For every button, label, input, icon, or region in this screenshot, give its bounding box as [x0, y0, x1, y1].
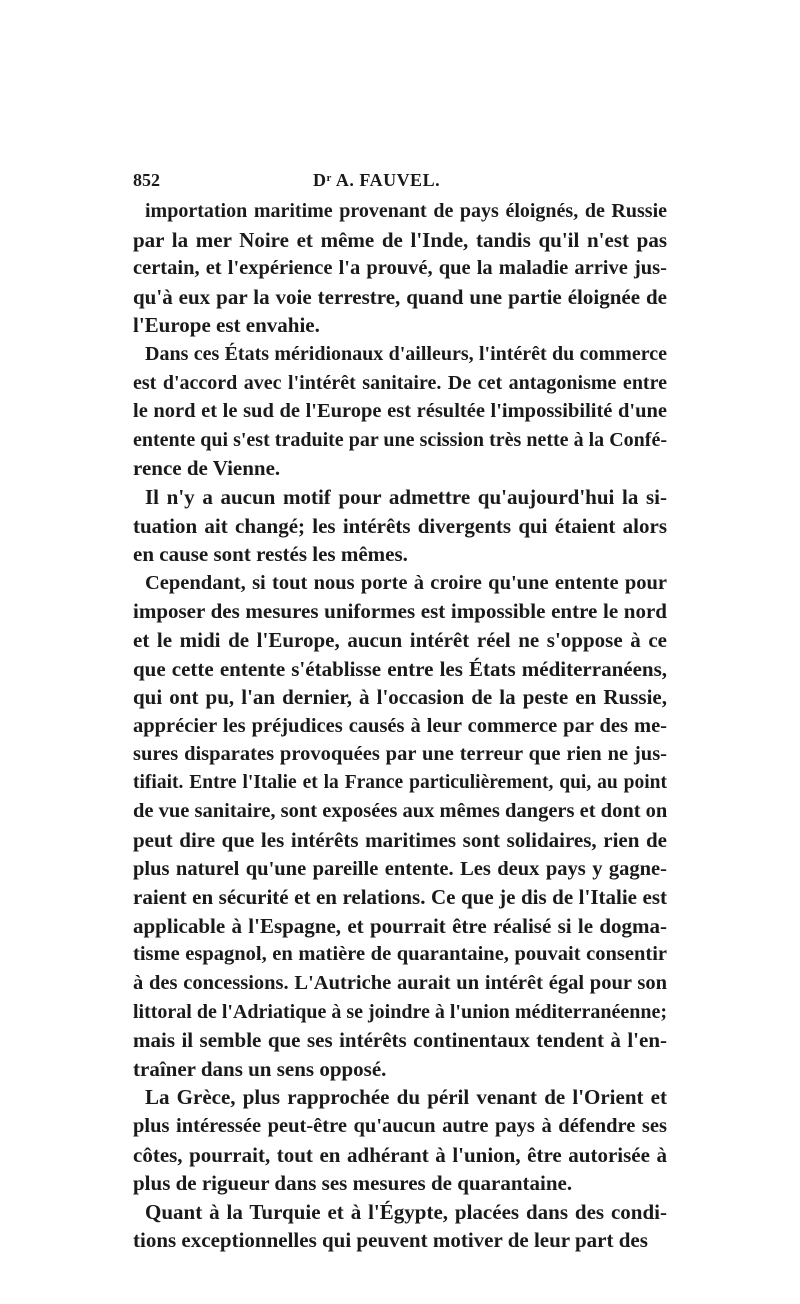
text-line: tions exceptionnelles qui peuvent motiver de leur part des [133, 1228, 648, 1253]
text-line: plus de rigueur dans ses mesures de quarantaine. [133, 1171, 573, 1196]
text-line: entente qui s'est traduite par une scission très nette à la Confé- [133, 428, 667, 451]
text-line: mais il semble que ses intérêts continentaux tendent à l'en- [133, 1028, 667, 1053]
text-line: tisme espagnol, en matière de quarantaine, pouvait consentir [133, 943, 667, 966]
text-line: plus naturel qu'une pareille entente. Les deux pays y gagne- [133, 857, 667, 880]
text-line: côtes, pourrait, tout en adhérant à l'union, être autorisée à [133, 1142, 667, 1167]
text-line: l'Europe est envahie. [133, 313, 320, 338]
text-line: imposer des mesures uniformes est impossible entre le nord [133, 599, 667, 624]
page-number: 852 [133, 170, 160, 190]
text-line: le nord et le sud de l'Europe est résultée l'impossibilité d'une [133, 400, 667, 423]
author-name: A. FAUVEL. [335, 170, 441, 190]
text-line: tuation ait changé; les intérêts divergents qui étaient alors [133, 513, 667, 538]
text-line: plus intéressée peut-être qu'aucun autre pays à défendre ses [133, 1115, 667, 1137]
text-line: par la mer Noire et même de l'Inde, tandis qu'il n'est pas [133, 227, 667, 252]
text-line: est d'accord avec l'intérêt sanitaire. De cet antagonisme entre [133, 371, 667, 394]
text-line: de vue sanitaire, sont exposées aux mêmes dangers et dont on [133, 800, 667, 823]
text-line: La Grèce, plus rapprochée du péril venant de l'Orient et [145, 1085, 667, 1110]
text-line: traîner dans un sens opposé. [133, 1056, 387, 1081]
text-line: applicable à l'Espagne, et pourrait être réalisé si le dogma- [133, 913, 667, 938]
paragraph [133, 483, 667, 569]
text-line: Il n'y a aucun motif pour admettre qu'aujourd'hui la si- [145, 484, 667, 509]
text-line: qui ont pu, l'an dernier, à l'occasion de la peste en Russie, [133, 685, 667, 710]
paragraph [133, 569, 667, 1084]
paragraph [133, 1083, 667, 1197]
paragraph [133, 1198, 667, 1255]
text-line: raient en sécurité et en relations. Ce que je dis de l'Italie est [133, 885, 667, 910]
text-line: littoral de l'Adriatique à se joindre à l'union méditerranéenne; [133, 1000, 667, 1023]
text-line: tifiait. Entre l'Italie et la France particulièrement, qui, au point [133, 771, 667, 793]
running-title [313, 170, 440, 191]
text-line: rence de Vienne. [133, 456, 281, 481]
text-line: qu'à eux par la voie terrestre, quand une partie éloignée de [133, 284, 667, 309]
text-line: que cette entente s'établisse entre les États méditerranéens, [133, 656, 667, 681]
text-line: sures disparates provoquées par une terreur que rien ne jus- [133, 743, 667, 766]
text-line: et le midi de l'Europe, aucun intérêt réel ne s'oppose à ce [133, 627, 667, 652]
text-line: en cause sont restés les mêmes. [133, 542, 408, 567]
author-prefix: D [313, 170, 327, 190]
author-prefix-superscript: r [326, 172, 332, 184]
running-header [133, 170, 667, 194]
text-line: importation maritime provenant de pays éloignés, de Russie [145, 200, 667, 222]
paragraph [133, 340, 667, 483]
paragraph [133, 197, 667, 340]
text-line: à des concessions. L'Autriche aurait un intérêt égal pour son [133, 972, 667, 995]
text-line: apprécier les préjudices causés à leur commerce par des me- [133, 714, 667, 737]
text-line: Quant à la Turquie et à l'Égypte, placées dans des condi- [145, 1199, 667, 1224]
text-line: peut dire que les intérêts maritimes sont solidaires, rien de [133, 828, 667, 853]
body-text [133, 197, 667, 1255]
text-line: Cependant, si tout nous porte à croire qu'une entente pour [145, 571, 667, 594]
text-line: certain, et l'expérience l'a prouvé, que la maladie arrive jus- [133, 257, 667, 280]
text-line: Dans ces États méridionaux d'ailleurs, l'intérêt du commerce [145, 342, 667, 365]
